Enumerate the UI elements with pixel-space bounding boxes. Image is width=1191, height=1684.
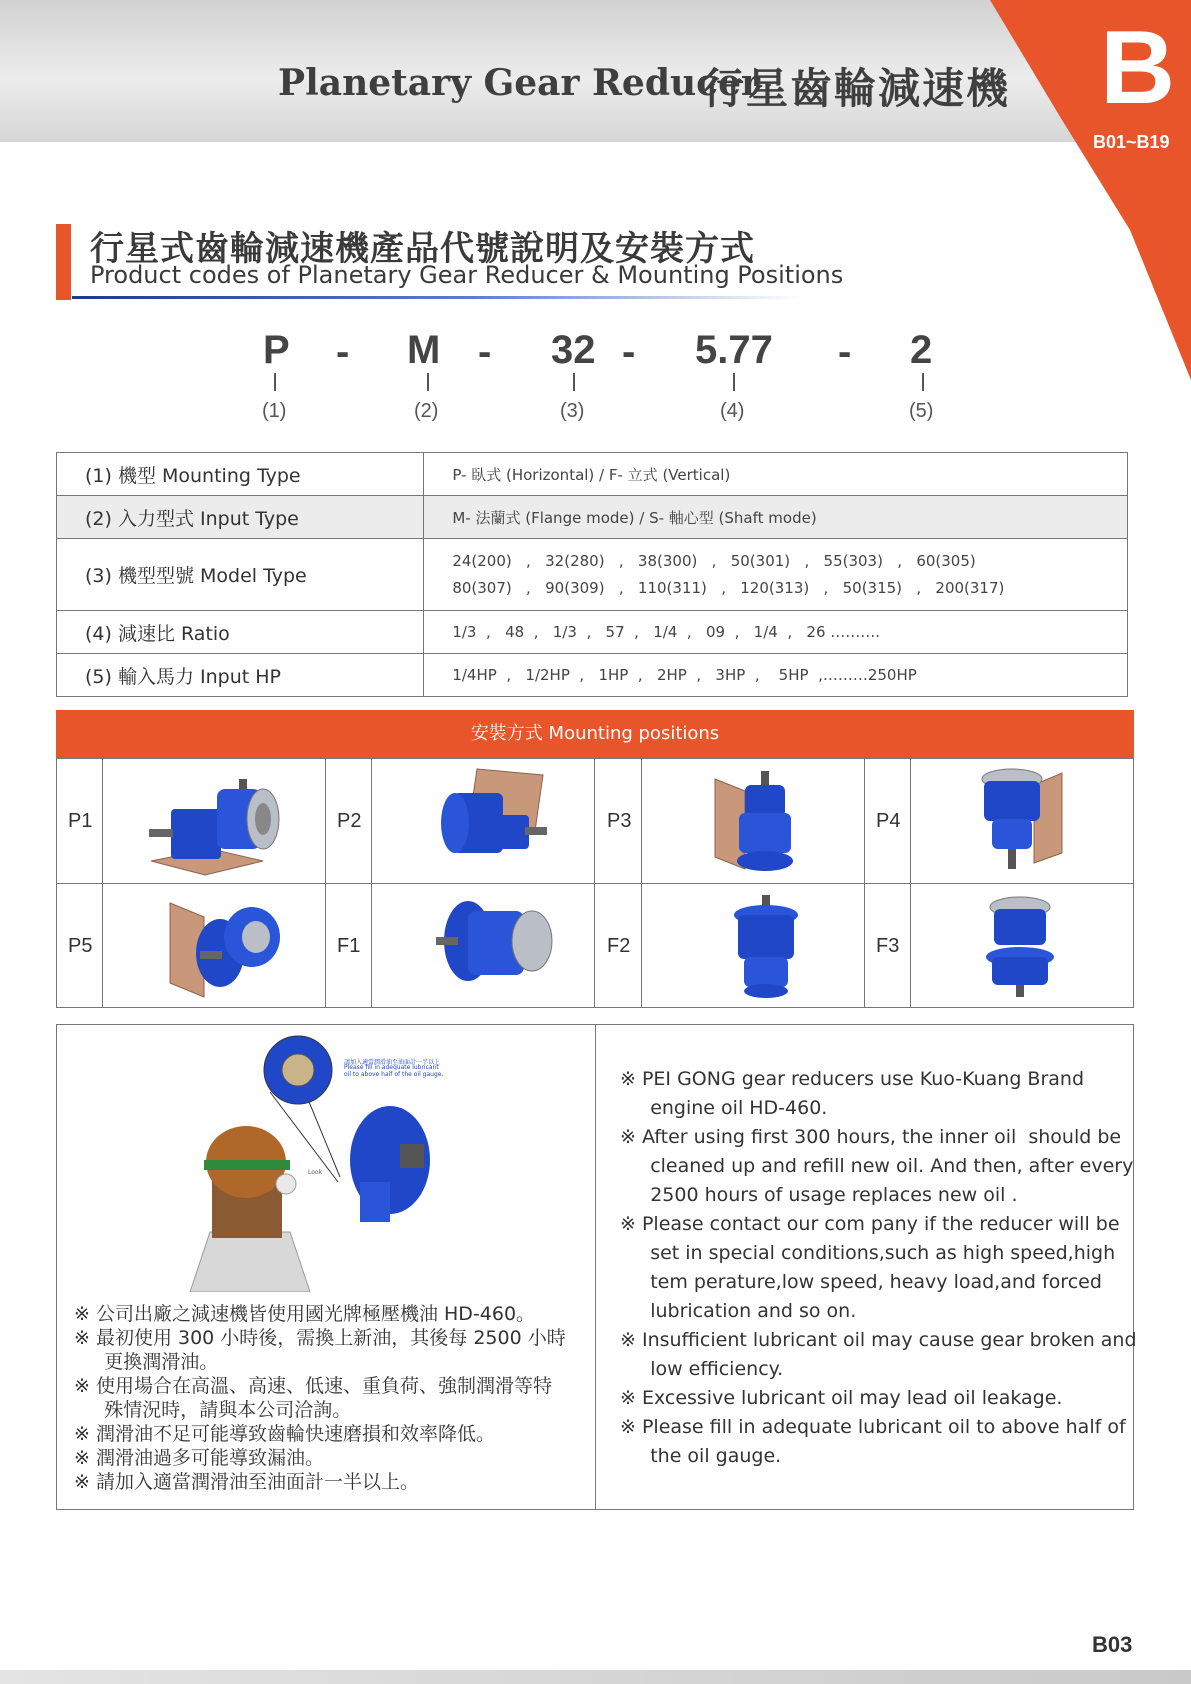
grid-divider	[594, 758, 595, 1008]
table-row	[57, 654, 1128, 697]
chapter-range: B01~B19	[1093, 132, 1170, 152]
code-tick	[427, 373, 429, 391]
code-index: (3)	[560, 400, 585, 422]
mount-label-p3: P3	[607, 810, 632, 832]
row-value-line: 80(307) , 90(309) , 110(311) , 120(313) , 50(315) , 200(317)	[452, 578, 1005, 597]
oil-callout-cn: 請加入適當潤滑油至油面計一半以上	[344, 1059, 441, 1066]
note-cn: ※ 潤滑油不足可能導致齒輪快速磨損和效率降低。	[74, 1423, 495, 1445]
note-en: low efficiency.	[620, 1358, 784, 1380]
mount-label-p4: P4	[876, 810, 901, 832]
gear-reducer-f2-image	[720, 893, 820, 1001]
note-en: cleaned up and refill new oil. And then, after every	[620, 1155, 1134, 1177]
row-value: 1/4HP , 1/2HP , 1HP , 2HP , 3HP , 5HP ,………250HP	[424, 654, 1128, 697]
code-part-model: 32	[551, 328, 596, 372]
note-en: the oil gauge.	[620, 1445, 782, 1467]
table-row	[57, 539, 1128, 611]
header-title-en: Planetary Gear Reducer	[278, 62, 760, 104]
code-index: (5)	[909, 400, 934, 422]
note-en: ※ Please fill in adequate lubricant oil to above half of	[620, 1416, 1126, 1438]
table-row	[57, 453, 1128, 496]
note-cn: ※ 公司出廠之減速機皆使用國光牌極壓機油 HD-460。	[74, 1303, 536, 1325]
mount-label-p1: P1	[68, 810, 93, 832]
gear-reducer-p1-image	[145, 765, 285, 877]
grid-divider	[56, 883, 1134, 884]
row-value: 1/3 , 48 , 1/3 , 57 , 1/4 , 09 , 1/4 , 26 ……….	[424, 611, 1128, 654]
note-cn: ※ 最初使用 300 小時後，需換上新油，其後每 2500 小時	[74, 1327, 566, 1349]
note-en: ※ Insufficient lubricant oil may cause gear broken and	[620, 1329, 1137, 1351]
row-value	[424, 539, 1128, 611]
note-cn: 殊情況時，請與本公司洽詢。	[74, 1399, 352, 1421]
code-part-mounting: P	[263, 328, 290, 372]
code-tick	[922, 373, 924, 391]
gear-reducer-f1-image	[432, 893, 562, 1001]
gear-reducer-p4-image	[970, 765, 1080, 877]
code-part-input: M	[407, 328, 441, 372]
mount-label-f3: F3	[876, 935, 900, 957]
page-number: B03	[1092, 1632, 1133, 1657]
row-value: P- 臥式 (Horizontal) / F- 立式 (Vertical)	[424, 453, 1128, 496]
gear-reducer-p5-image	[160, 893, 290, 1001]
note-en: tem perature,low speed, heavy load,and forced	[620, 1271, 1102, 1293]
note-en: ※ After using first 300 hours, the inner oil should be	[620, 1126, 1122, 1148]
section-title-cn: 行星式齒輪減速機產品代號說明及安裝方式	[90, 229, 755, 269]
grid-divider	[864, 758, 865, 1008]
note-en: set in special conditions,such as high speed,high	[620, 1242, 1116, 1264]
mounting-positions-header: 安裝方式 Mounting positions	[56, 710, 1134, 758]
gear-reducer-f3-image	[980, 893, 1080, 1001]
code-separator: -	[336, 330, 350, 374]
gear-reducer-p2-image	[425, 765, 555, 877]
note-en: ※ PEI GONG gear reducers use Kuo-Kuang Brand	[620, 1068, 1085, 1090]
mount-label-p2: P2	[337, 810, 362, 832]
gear-reducer-p3-image	[705, 765, 815, 877]
code-index: (4)	[720, 400, 745, 422]
section-accent-bar	[56, 224, 71, 300]
code-part-ratio: 5.77	[695, 328, 773, 372]
header-title-cn: 行星齒輪減速機	[702, 64, 1011, 113]
note-en: 2500 hours of usage replaces new oil .	[620, 1184, 1018, 1206]
note-cn: ※ 使用場合在高溫、高速、低速、重負荷、強制潤滑等特	[74, 1375, 552, 1397]
product-code-table	[56, 452, 1128, 697]
code-index: (2)	[414, 400, 439, 422]
oil-callout-en	[344, 1064, 443, 1078]
note-en: lubrication and so on.	[620, 1300, 857, 1322]
note-en: ※ Please contact our com pany if the reducer will be	[620, 1213, 1120, 1235]
footer-band	[0, 1670, 1191, 1684]
row-label: (5) 輸入馬力 Input HP	[57, 654, 424, 697]
mount-label-f2: F2	[607, 935, 631, 957]
mount-label-p5: P5	[68, 935, 93, 957]
table-row	[57, 611, 1128, 654]
code-tick	[733, 373, 735, 391]
grid-divider	[641, 758, 642, 1008]
code-tick	[274, 373, 276, 391]
section-title-en: Product codes of Planetary Gear Reducer & Mounting Positions	[90, 261, 844, 289]
note-cn: ※ 請加入適當潤滑油至油面計一半以上。	[74, 1471, 419, 1493]
oil-callout-en-line: oil to above half of the oil gauge.	[344, 1071, 444, 1078]
row-label: (3) 機型型號 Model Type	[57, 539, 424, 611]
code-tick	[573, 373, 575, 391]
row-label: (2) 入力型式 Input Type	[57, 496, 424, 539]
grid-divider	[102, 758, 103, 1008]
table-row	[57, 496, 1128, 539]
row-value: M- 法蘭式 (Flange mode) / S- 軸心型 (Shaft mode)	[424, 496, 1128, 539]
notes-divider	[595, 1024, 596, 1510]
grid-divider	[910, 758, 911, 1008]
section-underline	[72, 296, 802, 299]
note-en: engine oil HD-460.	[620, 1097, 828, 1119]
row-value-line: 24(200) , 32(280) , 38(300) , 50(301) , 55(303) , 60(305)	[452, 551, 976, 570]
grid-divider	[325, 758, 326, 1008]
note-en: ※ Excessive lubricant oil may lead oil leakage.	[620, 1387, 1063, 1409]
chapter-letter: B	[1100, 10, 1176, 126]
oil-callout-en-line: Please fill in adequate lubricant	[344, 1064, 439, 1071]
code-index: (1)	[262, 400, 287, 422]
code-separator: -	[838, 330, 852, 374]
code-separator: -	[478, 330, 492, 374]
code-part-hp: 2	[910, 328, 933, 372]
code-separator: -	[622, 330, 636, 374]
row-label: (4) 減速比 Ratio	[57, 611, 424, 654]
note-cn: 更換潤滑油。	[74, 1351, 219, 1373]
note-cn: ※ 潤滑油過多可能導致漏油。	[74, 1447, 324, 1469]
row-label: (1) 機型 Mounting Type	[57, 453, 424, 496]
mount-label-f1: F1	[337, 935, 361, 957]
look-callout: Look	[308, 1169, 323, 1176]
grid-divider	[371, 758, 372, 1008]
chapter-corner-tab	[0, 0, 1191, 400]
